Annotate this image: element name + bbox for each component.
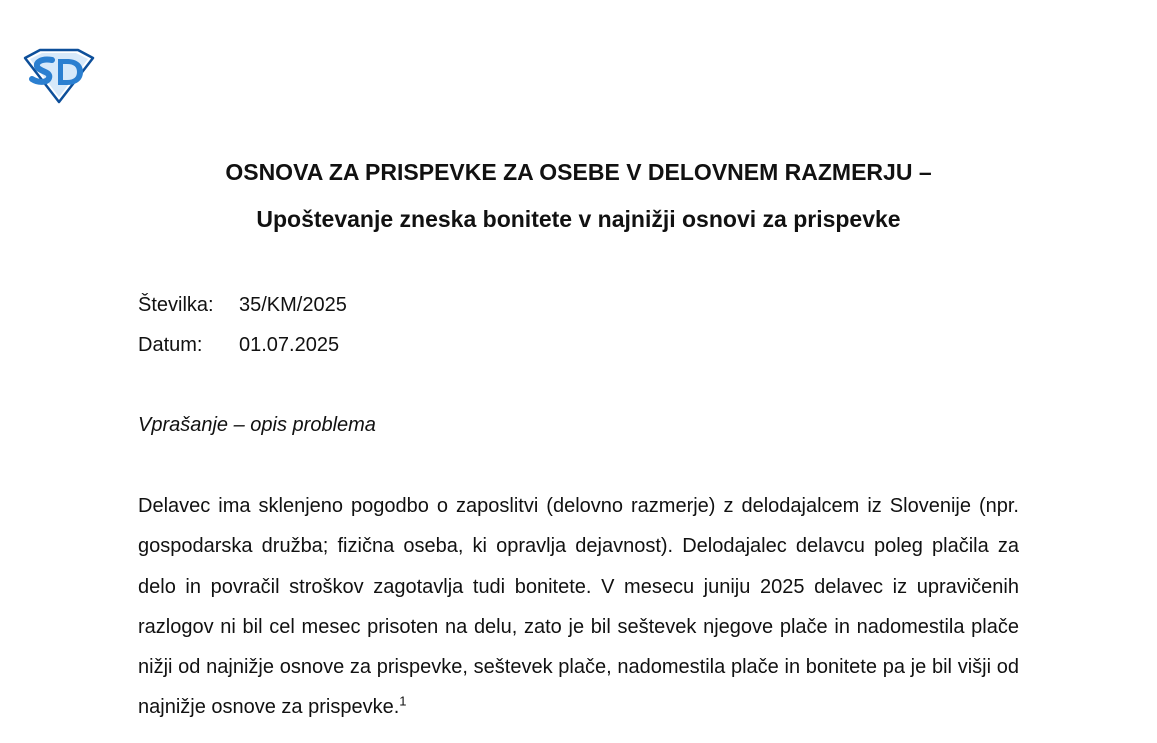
body-paragraph-text: Delavec ima sklenjeno pogodbo o zaposlitvi (delovno razmerje) z delodajalcem iz Slovenije (npr. gospodarska družba; fizična oseba, ki opravlja dejavnost). Delodajalec delavcu poleg plačila za delo in povračil stroškov zagotavlja tudi bonitete. V mesecu juniju 2025 delavec iz upravičenih razlogov ni bil cel mesec prisoten na delu, zato je bil seštevek njegove plače in nadomestila plače nižji od najnižje osnove za prispevke, seštevek plače, nadomestila plače in bonitete pa je bil višji od najnižje osnove za prispevke. xyxy=(138,495,1019,719)
document-title: OSNOVA ZA PRISPEVKE ZA OSEBE V DELOVNEM RAZMERJU – xyxy=(225,159,932,185)
document-number-value: 35/KM/2025 xyxy=(239,294,347,316)
document-subtitle: Upoštevanje zneska bonitete v najnižji osnovi za prispevke xyxy=(256,206,901,232)
fu-logo-icon xyxy=(22,48,96,104)
body-paragraph xyxy=(138,486,1019,728)
document-date-row xyxy=(138,334,339,357)
document-date-value: 01.07.2025 xyxy=(239,334,340,356)
document-number-row xyxy=(138,294,347,317)
footnote-mark[interactable]: 1 xyxy=(399,693,407,709)
section-heading: Vprašanje – opis problema xyxy=(138,414,376,436)
document-number-label: Številka: xyxy=(138,294,214,316)
document-date-label: Datum: xyxy=(138,334,203,356)
